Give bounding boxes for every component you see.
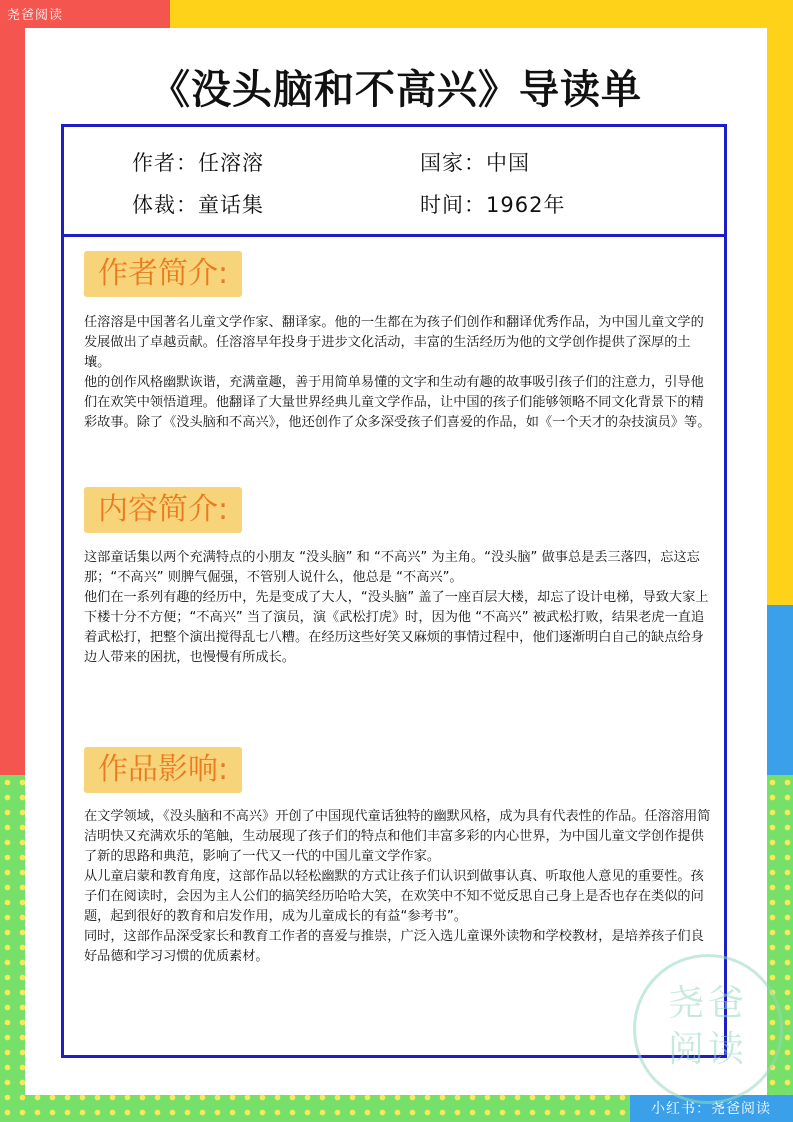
paragraph: 他们在一系列有趣的经历中，先是变成了大人，“没头脑” 盖了一座百层大楼，却忘了设计电梯，导致大家上下楼十分不方便；“不高兴” 当了演员，演《武松打虎》时，因为他 “不高兴” 被武松打败，结果老虎一直追着武松打，把整个演出搅得乱七八糟。在经历这些好笑又麻烦的事情过程中，他们逐渐明白自己的缺点给身边人带来的困扰，也慢慢有所成长。: [84, 590, 709, 665]
section-body-content-intro: [84, 548, 716, 668]
section-heading-impact: 作品影响:: [84, 747, 242, 793]
footer-brand-tag: 小红书：尧爸阅读: [651, 1101, 771, 1117]
paragraph: 他的创作风格幽默诙谐，充满童趣，善于用简单易懂的文字和生动有趣的故事吸引孩子们的注意力，引导他们在欢笑中领悟道理。他翻译了大量世界经典儿童文学作品，让中国的孩子们能够领略不同文化背景下的精彩故事。除了《没头脑和不高兴》，他还创作了众多深受孩子们喜爱的作品，如《一个天才的杂技演员》等。: [84, 375, 711, 430]
watermark-line: 尧爸: [667, 983, 748, 1024]
watermark-line: 阅读: [667, 1029, 748, 1070]
paragraph: 同时，这部作品深受家长和教育工作者的喜爱与推崇，广泛入选儿童课外读物和学校教材，是培养孩子们良好品德和学习习惯的优质素材。: [84, 929, 704, 964]
corner-brand-tag: 尧爸阅读: [7, 8, 64, 23]
paragraph: 在文学领域，《没头脑和不高兴》开创了中国现代童话独特的幽默风格，成为具有代表性的作品。任溶溶用简洁明快又充满欢乐的笔触，生动展现了孩子们的特点和他们丰富多彩的内心世界，为中国儿童文学创作提供了新的思路和典范，影响了一代又一代的中国儿童文学作家。: [84, 809, 711, 864]
book-info-box: [64, 127, 724, 237]
paragraph: 这部童话集以两个充满特点的小朋友 “没头脑” 和 “不高兴” 为主角。“没头脑” 做事总是丢三落四，忘这忘那；“不高兴” 则脾气倔强，不管别人说什么，他总是 “不高兴”。: [84, 550, 700, 585]
section-body-impact: [84, 807, 716, 967]
content-frame: [61, 124, 727, 1058]
paragraph: 任溶溶是中国著名儿童文学作家、翻译家。他的一生都在为孩子们创作和翻译优秀作品，为中国儿童文学的发展做出了卓越贡献。任溶溶早年投身于进步文化活动，丰富的生活经历为他的文学创作提供了深厚的土壤。: [84, 315, 704, 370]
info-time: 时间：1962年: [420, 193, 566, 217]
document-page: [25, 28, 767, 1095]
page-title: 《没头脑和不高兴》导读单: [150, 67, 642, 113]
section-heading-author-intro: 作者简介:: [84, 251, 242, 297]
info-author: 作者：任溶溶: [132, 151, 264, 175]
paragraph: 从儿童启蒙和教育角度，这部作品以轻松幽默的方式让孩子们认识到做事认真、听取他人意见的重要性。孩子们在阅读时，会因为主人公们的搞笑经历哈哈大笑，在欢笑中不知不觉反思自己身上是否也存在类似的问题，起到很好的教育和启发作用，成为儿童成长的有益“参考书”。: [84, 869, 704, 924]
info-genre: 体裁：童话集: [132, 193, 264, 217]
section-body-author-intro: [84, 313, 716, 433]
brand-watermark-stamp: [633, 954, 783, 1104]
info-country: 国家：中国: [420, 151, 530, 175]
section-heading-content-intro: 内容简介:: [84, 487, 242, 533]
